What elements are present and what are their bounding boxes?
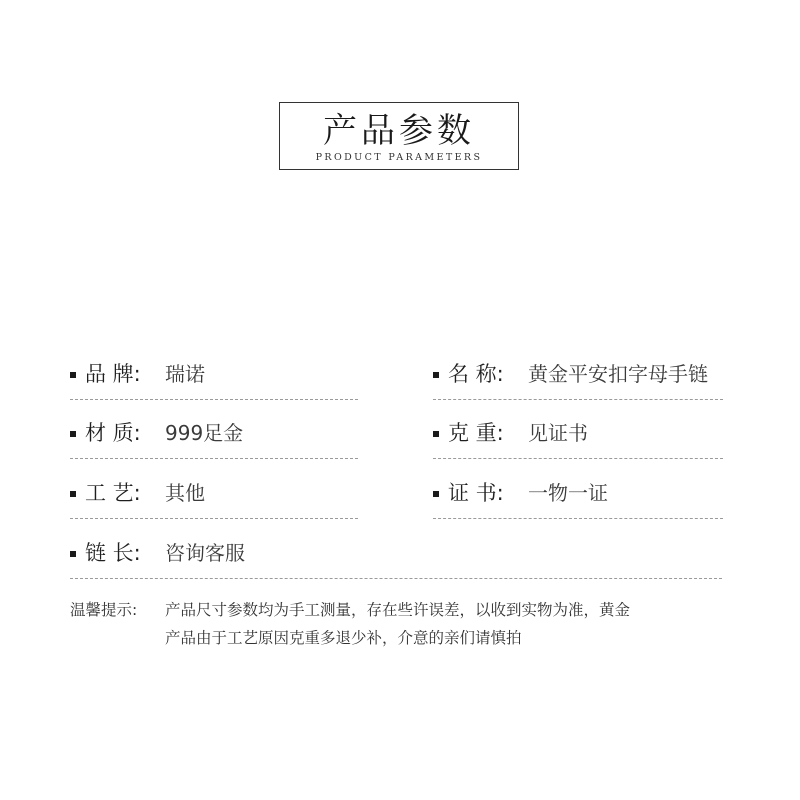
dashed-divider (433, 399, 723, 400)
param-value-certificate: 一物一证 (528, 481, 608, 505)
param-label-material: 材 质: (85, 421, 141, 445)
bullet-icon (70, 491, 76, 497)
param-label-weight: 克 重: (448, 421, 504, 445)
param-label-certificate: 证 书: (448, 481, 504, 505)
param-value-brand: 瑞诺 (165, 362, 205, 386)
section-title: 产品参数 (323, 111, 475, 151)
notice-label: 温馨提示: (70, 601, 138, 619)
param-value-weight: 见证书 (528, 421, 588, 445)
dashed-divider (70, 399, 358, 400)
bullet-icon (70, 372, 76, 378)
param-row-craft (70, 477, 358, 517)
bullet-icon (70, 551, 76, 557)
bullet-icon (433, 491, 439, 497)
dashed-divider (433, 518, 723, 519)
param-row-brand (70, 358, 358, 398)
param-row-material (70, 417, 358, 457)
param-value-chain-length: 咨询客服 (165, 541, 245, 565)
notice-line-1: 产品尺寸参数均为手工测量，存在些许误差，以收到实物为准，黄金 (165, 601, 631, 619)
param-value-name: 黄金平安扣字母手链 (528, 362, 708, 386)
dashed-divider (433, 458, 723, 459)
dashed-divider (70, 518, 358, 519)
param-value-material: 999足金 (165, 421, 244, 445)
bullet-icon (70, 431, 76, 437)
section-title-box (279, 102, 519, 170)
dashed-divider (70, 578, 722, 579)
dashed-divider (70, 458, 358, 459)
param-row-chain-length (70, 537, 722, 577)
section-subtitle: PRODUCT PARAMETERS (315, 152, 483, 163)
param-label-brand: 品 牌: (85, 362, 141, 386)
param-value-craft: 其他 (165, 481, 205, 505)
notice-line-2: 产品由于工艺原因克重多退少补，介意的亲们请慎拍 (165, 629, 522, 647)
param-row-certificate (433, 477, 723, 517)
bullet-icon (433, 431, 439, 437)
param-row-name (433, 358, 723, 398)
bullet-icon (433, 372, 439, 378)
param-label-name: 名 称: (448, 362, 504, 386)
param-row-weight (433, 417, 723, 457)
param-label-chain-length: 链 长: (85, 541, 141, 565)
param-label-craft: 工 艺: (85, 481, 141, 505)
